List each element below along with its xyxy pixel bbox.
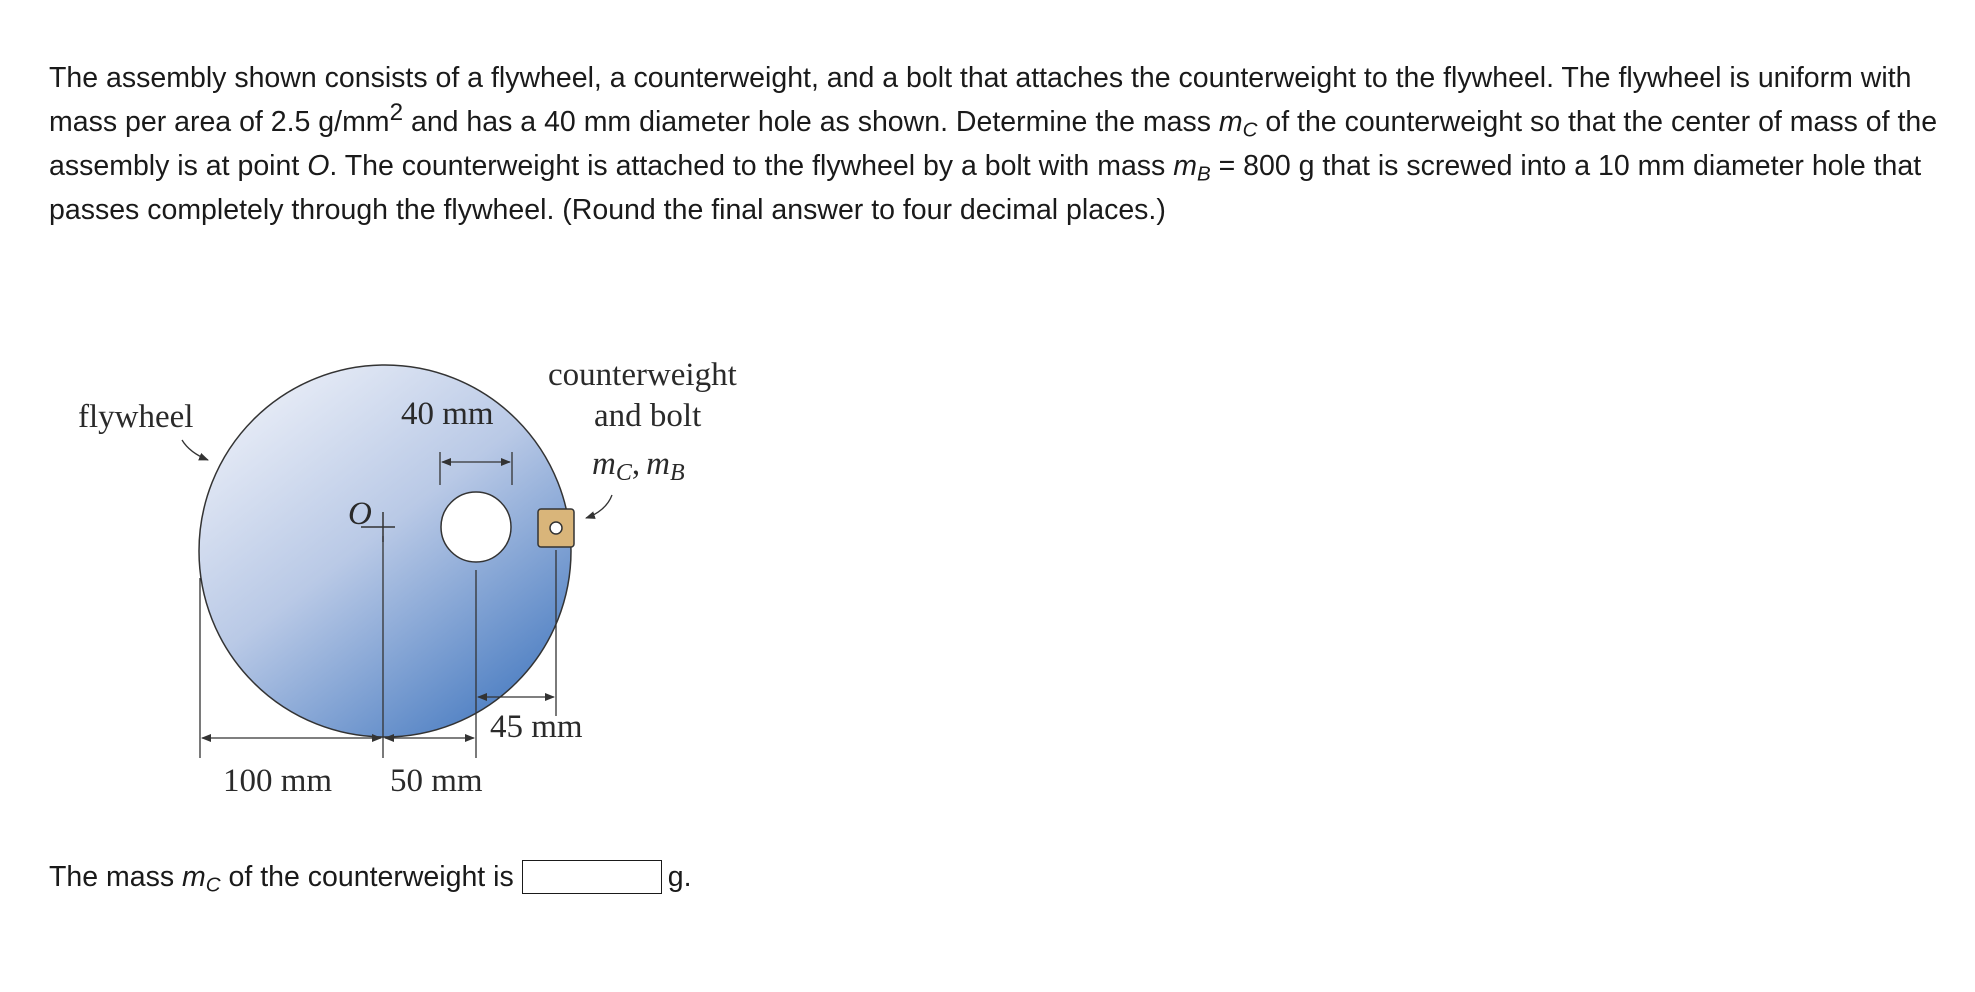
problem-text-1: The assembly shown consists of a flywheel, a counterweight, and a bolt that attaches the counterweight to the flywheel. The flywheel is uniform with mass per area of 2.5 g/mm bbox=[49, 62, 1912, 138]
dimension-45-label: 45 mm bbox=[490, 709, 583, 745]
dimension-50-label: 50 mm bbox=[390, 763, 483, 799]
problem-statement bbox=[49, 56, 1939, 232]
counterweight-label-line1: counterweight bbox=[548, 357, 737, 393]
flywheel-label: flywheel bbox=[78, 399, 194, 435]
flywheel-leader bbox=[182, 440, 208, 460]
hole-dimension-label: 40 mm bbox=[401, 396, 494, 432]
answer-unit: g. bbox=[667, 861, 692, 893]
counterweight-leader bbox=[586, 495, 612, 518]
problem-text-4: . The counterweight is attached to the flywheel by a bolt with mass bbox=[329, 150, 1174, 182]
flywheel-hole bbox=[441, 492, 511, 562]
answer-middle: of the counterweight is bbox=[220, 861, 514, 893]
mass-c-variable: $m_C$ bbox=[1218, 106, 1258, 142]
mass-b-variable: $m_B$ bbox=[1173, 150, 1211, 186]
answer-mass-variable: $m_C$ bbox=[182, 861, 221, 897]
answer-line bbox=[49, 857, 692, 897]
answer-prefix: The mass bbox=[49, 861, 183, 893]
dimension-100-label: 100 mm bbox=[223, 763, 333, 799]
problem-text-2: and has a 40 mm diameter hole as shown. Determine the mass bbox=[403, 106, 1219, 138]
answer-input[interactable] bbox=[522, 860, 662, 894]
counterweight-label-line2: and bolt bbox=[594, 398, 702, 434]
counterweight-mass-label: mC, mB bbox=[592, 446, 685, 486]
problem-text-3: of the counterweight so that the center of mass of the assembly is at point bbox=[49, 106, 1938, 182]
flywheel-disk bbox=[199, 365, 571, 737]
problem-text-5: = 800 g that is screwed into a 10 mm diameter hole that passes completely through the flywheel. (Round the final answer to four decimal places.) bbox=[49, 150, 1922, 226]
point-o-variable: O bbox=[307, 150, 330, 182]
flywheel-figure bbox=[60, 340, 820, 820]
bolt-hole bbox=[550, 522, 562, 534]
origin-label: O bbox=[348, 496, 372, 532]
area-exponent: 2 bbox=[389, 99, 404, 127]
